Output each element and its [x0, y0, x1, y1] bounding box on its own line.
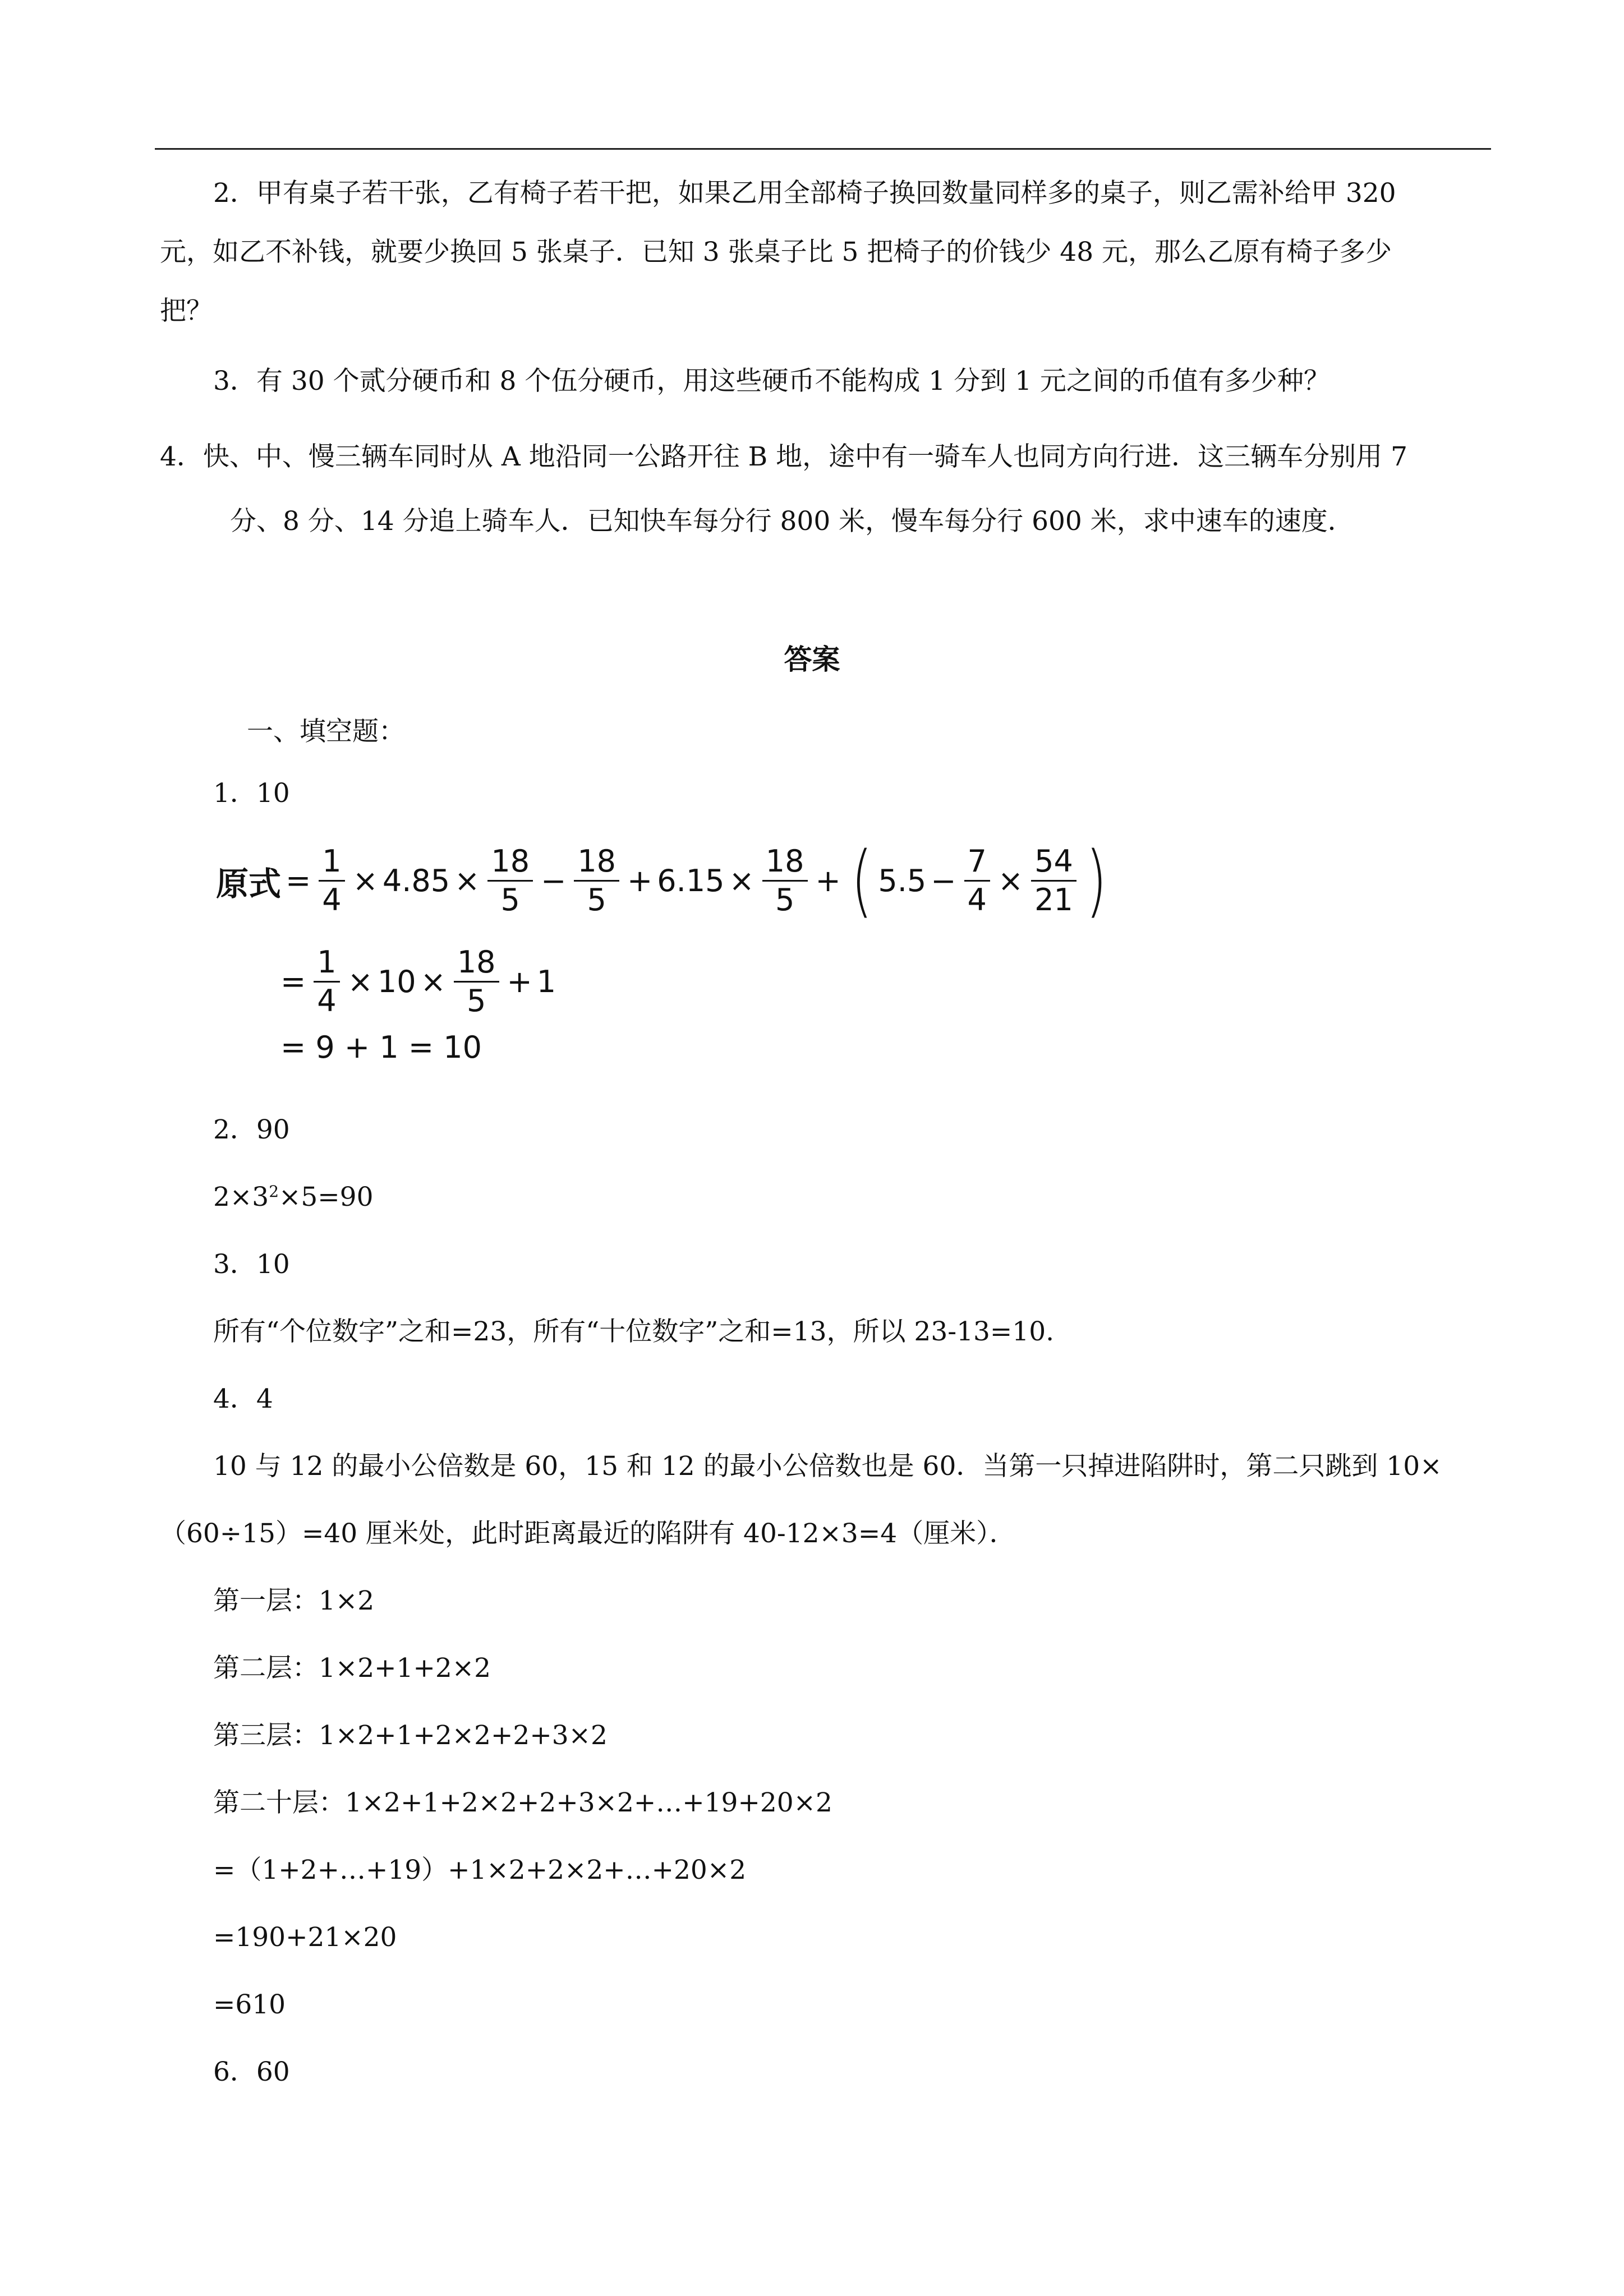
formula-value: 5.5 [878, 863, 927, 898]
fraction: $\frac{18}{5}$ [454, 945, 499, 1018]
fraction: $\frac{7}{4}$ [964, 844, 990, 918]
step-3: =610 [213, 1989, 286, 2020]
fraction: $\frac{1}{4}$ [314, 945, 339, 1018]
problem-2-line-1: 2．甲有桌子若干张，乙有椅子若干把，如果乙用全部椅子换回数量同样多的桌子，则乙需补给甲 320 [213, 178, 1396, 209]
answer-1: 1．10 [213, 778, 290, 809]
fraction: $\frac{18}{5}$ [762, 844, 808, 918]
answer-3: 3．10 [213, 1249, 290, 1280]
formula-lead: 原式 [216, 864, 282, 903]
problem-4-line-2: 分、8 分、14 分追上骑车人．已知快车每分行 800 米，慢车每分行 600 米，求中速车的速度． [230, 506, 1354, 537]
formula-value: 10 [377, 964, 416, 999]
formula-row-1: 原式 = $\frac{1}{4}$ × 4.85 × $\frac{18}{5}$ − $\frac{18}{5}$ + 6.15 × $\frac{18}{5}$ + ( 5.5 − $\frac{7}{4}$ × $\frac{54}{21}$ ) [216, 835, 1107, 926]
formula-eq: = [286, 863, 311, 898]
step-1: =（1+2+…+19）+1×2+2×2+…+20×2 [213, 1855, 747, 1885]
fraction: $\frac{1}{4}$ [319, 844, 344, 918]
left-paren: ( [850, 835, 873, 926]
problem-4-line-1: 4．快、中、慢三辆车同时从 A 地沿同一公路开往 B 地，途中有一骑车人也同方向行进．这三辆车分别用 7 [160, 441, 1407, 472]
answer-6: 6．60 [213, 2057, 290, 2087]
layer-3: 第三层：1×2+1+2×2+2+3×2 [213, 1720, 608, 1751]
problem-2-line-3: 把？ [160, 296, 213, 326]
formula-value: 4.85 [382, 863, 450, 898]
problem-2-line-2: 元，如乙不补钱，就要少换回 5 张桌子．已知 3 张桌子比 5 把椅子的价钱少 48 元，那么乙原有椅子多少 [160, 237, 1392, 268]
layer-1: 第一层：1×2 [213, 1585, 375, 1616]
step-2: =190+21×20 [213, 1922, 397, 1953]
layer-2: 第二层：1×2+1+2×2 [213, 1653, 491, 1684]
answer-2-work: $2\times 3^2\times 5=90$ [213, 1182, 374, 1212]
layer-20: 第二十层：1×2+1+2×2+2+3×2+…+19+20×2 [213, 1787, 832, 1818]
section-fill-blank: 一、填空题： [247, 716, 405, 747]
answer-2: 2．90 [213, 1114, 290, 1145]
formula-row-3: = 9 + 1 = 10 [280, 1030, 482, 1065]
answer-3-work: 所有“个位数字”之和=23，所有“十位数字”之和=13，所以 23-13=10. [213, 1316, 1055, 1347]
right-paren: ) [1085, 835, 1107, 926]
answer-4: 4．4 [213, 1384, 273, 1414]
fraction: $\frac{54}{21}$ [1031, 844, 1076, 918]
fraction: $\frac{18}{5}$ [574, 844, 619, 918]
answer-4-work-line-2: （60÷15）=40 厘米处，此时距离最近的陷阱有 40-12×3=4（厘米）． [160, 1518, 1016, 1549]
formula-value: 1 [536, 964, 556, 999]
fraction: $\frac{18}{5}$ [487, 844, 533, 918]
formula-value: 6.15 [657, 863, 725, 898]
formula-row-2: = $\frac{1}{4}$ × 10 × $\frac{18}{5}$ + 1 [280, 944, 556, 1018]
problem-3: 3．有 30 个贰分硬币和 8 个伍分硬币，用这些硬币不能构成 1 分到 1 元之间的币值有多少种？ [213, 366, 1330, 397]
answer-4-work-line-1: 10 与 12 的最小公倍数是 60，15 和 12 的最小公倍数也是 60．当第一只掉进陷阱时，第二只跳到 10× [213, 1451, 1442, 1482]
answers-title: 答案 [784, 643, 840, 676]
header-rule [155, 148, 1491, 150]
